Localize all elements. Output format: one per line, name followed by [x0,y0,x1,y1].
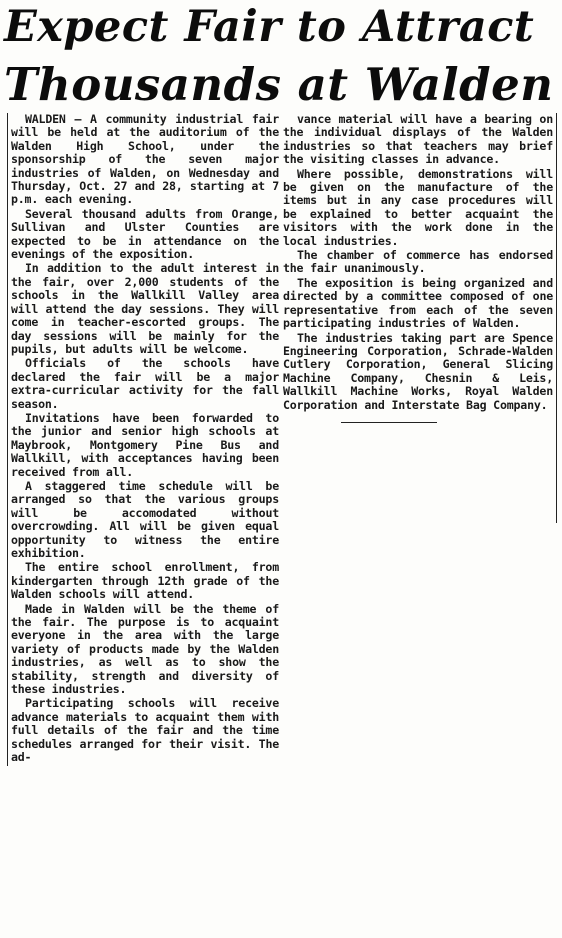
article-paragraph: vance material will have a bearing on the individual displays of the Walden industries so that teachers may brief the visiting classes in advance. [283,112,553,167]
article-paragraph: Officials of the schools have declared the fair will be a major extra-curricular activity for the fall season. [11,356,279,411]
headline-line-2: Thousands at Walden [4,58,554,111]
headline-line-1: Expect Fair to Attract [4,2,535,52]
article-paragraph: Made in Walden will be the theme of the fair. The purpose is to acquaint everyone in the area with the large variety of products made by the Walden industries, as well as to show the stability, strength and diversity of these industries. [11,601,279,697]
article-paragraph: The entire school enrollment, from kindergarten through 12th grade of the Walden schools will attend. [11,560,279,602]
article-paragraph: Participating schools will receive advance materials to acquaint them with full details of the fair and the time schedules arranged for their visit. The ad- [11,696,279,765]
article-column-right [283,113,557,523]
article-paragraph: The chamber of commerce has endorsed the fair unanimously. [283,248,553,276]
article-column-left [7,113,279,766]
article-paragraph: A staggered time schedule will be arranged so that the various groups will be accomodated without overcrowding. All will be given equal opportunity to witness the entire exhibition. [11,478,279,560]
article-paragraph: Invitations have been forwarded to the junior and senior high schools at Maybrook, Montgomery Pine Bus and Wallkill, with acceptances having been received from all. [11,410,279,479]
article-paragraph: The industries taking part are Spence Engineering Corporation, Schrade-Walden Cutlery Corporation, General Slicing Machine Company, Chesnin & Leis, Wallkill Machine Works, Royal Walden Corporation and Interstate Bag Company. [283,330,553,412]
article-paragraph: Where possible, demonstrations will be given on the manufacture of the items but in any case procedures will be explained to better acquaint the visitors with the work done in the local industries. [283,166,553,248]
article-paragraph: WALDEN — A community industrial fair will be held at the auditorium of the Walden High School, under the sponsorship of the seven major industries of Walden, on Wednesday and Thursday, Oct. 27 and 28, starting at 7 p.m. each evening. [11,112,279,207]
article-paragraph: In addition to the adult interest in the fair, over 2,000 students of the schools in the Wallkill Valley area will attend the day sessions. They will come in teacher-escorted groups. The day sessions will be mainly for the pupils, but adults will be welcome. [11,261,279,356]
article-paragraph: The exposition is being organized and directed by a committee composed of one representative from each of the seven participating industries of Walden. [283,275,553,331]
end-of-article-rule [341,422,437,423]
headline [4,0,560,112]
article-paragraph: Several thousand adults from Orange, Sullivan and Ulster Counties are expected to be in attendance on the evenings of the exposition. [11,206,279,262]
